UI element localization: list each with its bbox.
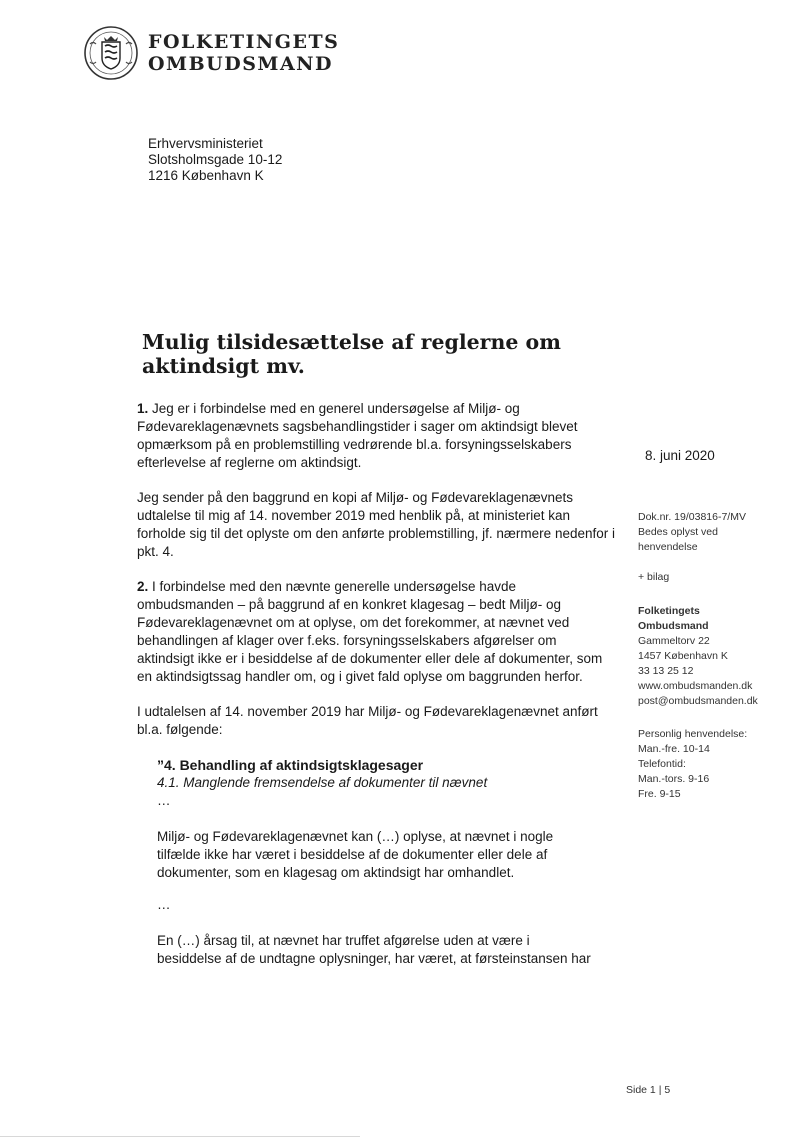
- quote-ellipsis: …: [157, 897, 171, 912]
- contact-website: www.ombudsmanden.dk: [638, 680, 753, 692]
- doc-number: Dok.nr. 19/03816-7/MV: [638, 511, 746, 523]
- paragraph-number: 2.: [137, 579, 149, 594]
- logo-wordmark: [148, 31, 339, 75]
- sidebar-opening-hours: [638, 727, 788, 802]
- quote-paragraph-2: En (…) årsag til, at nævnet har truffet afgørelse uden at være i besiddelse af de undtagne oplysninger, har været, at førsteinstansen har: [157, 933, 591, 966]
- logo-line-2: OMBUDSMAND: [148, 53, 334, 75]
- quote-subheading: 4.1. Manglende fremsendelse af dokumenter til nævnet: [157, 775, 488, 790]
- royal-seal-icon: [82, 24, 140, 82]
- paragraph-text: Jeg er i forbindelse med en generel undersøgelse af Miljø- og Fødevareklagenævnets sagsbehandlingstider i sager om aktindsigt blevet opmærksom på en problemstilling vedrørende bl.a. forsyningsselskabers efterlevelse af reglerne om aktindsigt.: [137, 401, 578, 470]
- letter-date: 8. juni 2020: [645, 448, 715, 463]
- sidebar-doc-reference: [638, 510, 788, 555]
- contact-phone: 33 13 25 12: [638, 665, 694, 677]
- letter-title: Mulig tilsidesættelse af reglerne om aktindsigt mv.: [142, 330, 561, 378]
- recipient-city: 1216 København K: [148, 168, 264, 183]
- recipient-name: Erhvervsministeriet: [148, 136, 263, 151]
- paragraph-4: I udtalelsen af 14. november 2019 har Miljø- og Fødevareklagenævnet anført bl.a. følgende:: [137, 704, 598, 737]
- phone-hours-weekdays: Man.-tors. 9-16: [638, 773, 710, 785]
- contact-city: 1457 København K: [638, 650, 728, 662]
- letter-body: [137, 400, 615, 982]
- page-number: Side 1 | 5: [626, 1084, 671, 1096]
- contact-street: Gammeltorv 22: [638, 635, 710, 647]
- recipient-address: [148, 136, 282, 184]
- paragraph-2: Jeg sender på den baggrund en kopi af Miljø- og Fødevareklagenævnets udtalelse til mig af 14. november 2019 med henblik på, at ministeriet kan forholde sig til det oplyste om den anførte problemstilling, jf. nærmere nedenfor i pkt. 4.: [137, 490, 615, 559]
- phone-hours-label: Telefontid:: [638, 758, 686, 770]
- doc-request-line-2: henvendelse: [638, 541, 698, 553]
- paragraph-1: [137, 400, 615, 472]
- block-quote: [157, 756, 597, 968]
- paragraph-text: I forbindelse med den nævnte generelle undersøgelse havde ombudsmanden – på baggrund af en konkret klagesag – bedt Miljø- og Fødevareklagenævnet om at oplyse, om det forekommer, at nævnet ved behandlingen af klager over f.eks. forsyningsselskabers afgørelser om aktindsigt ikke er i besiddelse af de dokumenter eller dele af dokumenter, som en aktindsigtssag handler om, og i givet fald oplyse om baggrunden herfor.: [137, 579, 603, 684]
- sidebar-contact: [638, 604, 788, 709]
- quote-heading: ”4. Behandling af aktindsigtsklagesager: [157, 757, 424, 773]
- logo-line-1: FOLKETINGETS: [148, 31, 340, 53]
- contact-org-line-2: Ombudsmand: [638, 620, 709, 632]
- paragraph-number: 1.: [137, 401, 149, 416]
- ombudsman-logo: [82, 24, 339, 82]
- recipient-street: Slotsholmsgade 10-12: [148, 152, 283, 167]
- personal-contact-hours: Man.-fre. 10-14: [638, 743, 710, 755]
- quote-ellipsis: …: [157, 793, 171, 808]
- paragraph-3: [137, 578, 615, 686]
- scan-edge-divider: [0, 1136, 360, 1137]
- contact-email: post@ombudsmanden.dk: [638, 695, 758, 707]
- quote-paragraph-1: Miljø- og Fødevareklagenævnet kan (…) oplyse, at nævnet i nogle tilfælde ikke har været i besiddelse af de dokumenter eller dele af dokumenter, som en klagesag om aktindsigt har omhandlet.: [157, 829, 554, 880]
- sidebar-attachment-note: + bilag: [638, 571, 670, 583]
- phone-hours-friday: Fre. 9-15: [638, 788, 681, 800]
- doc-request-line-1: Bedes oplyst ved: [638, 526, 718, 538]
- contact-org-line-1: Folketingets: [638, 605, 700, 617]
- personal-contact-label: Personlig henvendelse:: [638, 728, 748, 740]
